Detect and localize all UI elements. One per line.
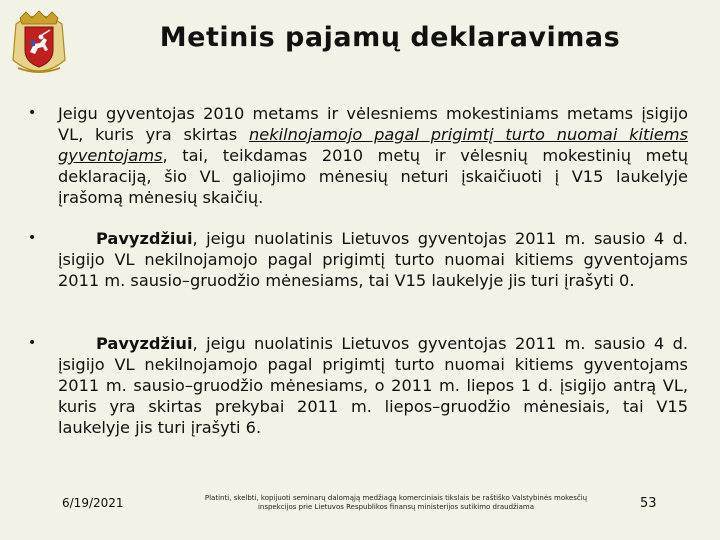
bullet-1-trail: , tai, teikdamas 2010 metų ir vėlesnių mokestinių metų deklaraciją, šio VL galiojimo mėnesių neturi įskaičiuoti į V15 laukelyje įrašomą mėnesių skaičių.	[58, 146, 688, 207]
bullet-3-text: , jeigu nuolatinis Lietuvos gyventojas 2011 m. sausio 4 d. įsigijo VL nekilnojamojo pagal prigimtį turto nuomai kitiems gyventojams 2011 m. sausio–gruodžio mėnesiams, o 2011 m. liepos 1 d. įsigijo antrą VL, kuris yra skirtas prekybai 2011 m. liepos–gruodžio mėnesiais, tai V15 laukelyje jis turi įrašyti 6.	[58, 334, 688, 437]
bullet-icon: •	[28, 335, 37, 351]
bullet-icon: •	[28, 105, 37, 121]
page-title: Metinis pajamų deklaravimas	[159, 22, 621, 53]
bullet-1-underlined: nekilnojamojo pagal prigimtį turto nuomai kitiems gyventojams	[58, 125, 688, 165]
bullet-1-lead: Jeigu gyventojas 2010 metams ir vėlesniems mokestiniams metams įsigijo VL, kuris yra skirtas	[58, 104, 688, 144]
bullet-2-text: , jeigu nuolatinis Lietuvos gyventojas 2011 m. sausio 4 d. įsigijo VL nekilnojamojo pagal prigimtį turto nuomai kitiems gyventojams 2011 m. sausio–gruodžio mėnesiams, tai V15 laukelyje jis turi įrašyti 0.	[58, 229, 688, 290]
list-item	[28, 228, 688, 333]
list-item	[28, 333, 688, 438]
footer	[0, 494, 720, 524]
page-number: 53	[640, 496, 657, 511]
footer-date: 6/19/2021	[62, 496, 124, 510]
list-item	[28, 103, 688, 228]
lithuanian-coat-of-arms-icon	[10, 10, 68, 78]
bullet-icon: •	[28, 230, 37, 246]
footer-copyright-note: Platinti, skelbti, kopijuoti seminarų dalomąją medžiagą komerciniais tikslais be raštiško Valstybinės mokesčių inspekcijos prie Lietuvos Respublikos finansų ministerijos sutikimo draudžiama	[204, 494, 588, 511]
bullet-3-bold: Pavyzdžiui	[96, 334, 193, 353]
bullet-list	[28, 103, 688, 438]
bullet-2-bold: Pavyzdžiui	[96, 229, 193, 248]
